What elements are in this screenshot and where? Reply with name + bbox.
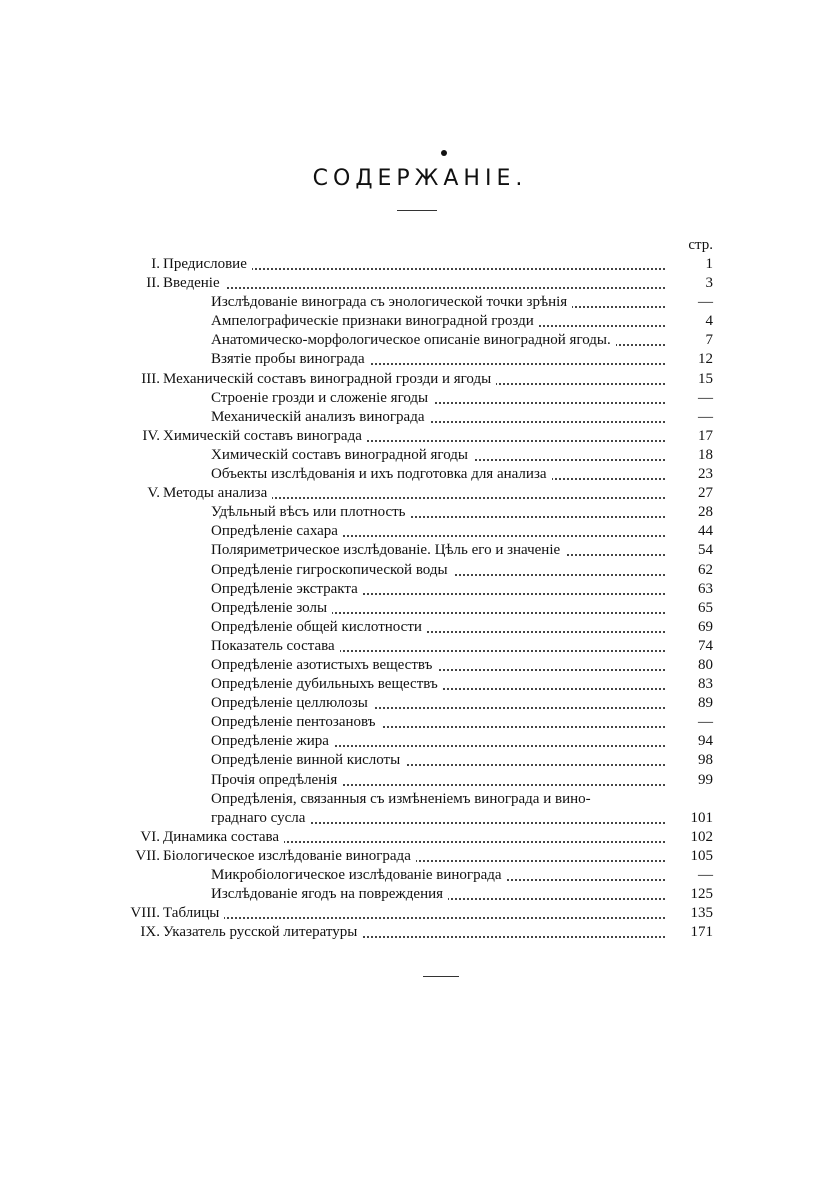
toc-entry-label (211, 771, 665, 790)
toc-entry-page: 3 (705, 275, 713, 292)
toc-entry (0, 350, 840, 369)
toc-entry-text: Опредѣленiе общей кислотности (211, 619, 427, 635)
toc-entry (0, 828, 840, 847)
toc-entry (0, 255, 840, 274)
page-column-header: стр. (688, 237, 713, 253)
toc-entry-label (211, 694, 665, 713)
toc-entry-number: IV. (142, 427, 160, 444)
toc-entry-label (211, 389, 665, 408)
toc-entry (0, 465, 840, 484)
toc-entry-label (211, 656, 665, 675)
toc-entry-text: Механическiй составъ виноградной грозди и ягоды (163, 371, 496, 387)
page-title: СОДЕРЖАНIЕ. (312, 166, 528, 191)
toc-entry-number: I. (151, 256, 160, 272)
toc-entry-label (163, 484, 665, 503)
toc-entry (0, 522, 840, 541)
toc-entry (0, 751, 840, 770)
toc-entry (0, 732, 840, 751)
toc-entry-text: Опредѣленiе жира (211, 733, 334, 749)
toc-entry-text: Бiологическое изслѣдованiе винограда (163, 848, 416, 864)
toc-entry-label (211, 503, 665, 522)
toc-entry (0, 389, 840, 408)
toc-entry (0, 618, 840, 637)
toc-entry-text: Поляриметрическое изслѣдованiе. Цѣль его и значенiе (211, 542, 565, 558)
ornament-dot (441, 150, 447, 156)
toc-entry-page: 4 (705, 313, 713, 330)
table-of-contents (0, 255, 840, 942)
toc-entry-label (211, 522, 665, 541)
title-rule (397, 210, 437, 211)
toc-entry-number: V. (147, 485, 160, 502)
toc-entry-page: 12 (698, 351, 713, 368)
toc-entry-text: Таблицы (163, 905, 224, 921)
toc-entry-text: Механическiй анализъ винограда (211, 409, 429, 425)
toc-entry-label (211, 350, 665, 369)
toc-entry-text: Опредѣленiе целлюлозы (211, 695, 373, 711)
toc-entry-label (163, 370, 665, 389)
toc-entry-number: III. (141, 370, 160, 387)
toc-entry-page: 63 (698, 580, 713, 597)
toc-entry-text: Введенiе (163, 275, 225, 291)
toc-entry-text: Опредѣленiе пентозановъ (211, 714, 381, 730)
toc-entry-page: 7 (705, 332, 713, 349)
toc-entry-page: 62 (698, 561, 713, 578)
toc-entry-text: Удѣльный вѣсъ или плотность (211, 504, 411, 520)
toc-entry-label (163, 923, 665, 942)
toc-entry (0, 637, 840, 656)
toc-entry-text: Предисловие (163, 256, 252, 272)
toc-entry-page: 23 (698, 466, 713, 483)
toc-entry (0, 293, 840, 312)
toc-entry-page: 102 (690, 828, 713, 845)
toc-entry-label (211, 809, 665, 828)
toc-entry-page: 74 (698, 637, 713, 654)
toc-entry-text: Опредѣленiе азотистыхъ веществъ (211, 657, 437, 673)
toc-entry-label (163, 427, 665, 446)
toc-entry-page: 44 (698, 523, 713, 540)
toc-entry-label (211, 637, 665, 656)
toc-entry-text: Опредѣленiе дубильныхъ веществъ (211, 676, 443, 692)
toc-entry (0, 923, 840, 942)
toc-entry (0, 675, 840, 694)
end-rule (423, 976, 459, 977)
toc-entry-label (211, 751, 665, 770)
toc-entry-label (211, 331, 665, 350)
toc-entry-label (163, 274, 665, 293)
toc-entry-text: Опредѣленiе сахара (211, 523, 343, 539)
toc-entry (0, 312, 840, 331)
toc-entry (0, 427, 840, 446)
toc-entry-label (163, 255, 665, 274)
toc-entry-page: — (698, 389, 713, 406)
toc-entry-text: Опредѣленiе экстракта (211, 581, 363, 597)
toc-entry (0, 274, 840, 293)
toc-entry-text: Ампелографическiе признаки виноградной грозди (211, 313, 539, 329)
toc-entry (0, 599, 840, 618)
toc-entry-text: Опредѣленiе винной кислоты (211, 752, 405, 768)
toc-entry-text: Строенiе грозди и сложенiе ягоды (211, 390, 433, 406)
toc-entry-label (211, 561, 665, 580)
toc-entry (0, 446, 840, 465)
toc-entry-page: 1 (705, 256, 713, 272)
toc-entry (0, 408, 840, 427)
toc-entry (0, 866, 840, 885)
toc-entry-page: 15 (698, 370, 713, 387)
toc-entry-page: 28 (698, 504, 713, 521)
leader-dots (163, 287, 665, 289)
toc-entry-text: Взятiе пробы винограда (211, 351, 370, 367)
toc-entry (0, 331, 840, 350)
toc-entry (0, 484, 840, 503)
toc-entry-text: Химическiй составъ винограда (163, 428, 367, 444)
toc-entry-label (211, 465, 665, 484)
toc-entry-number: VIII. (130, 905, 160, 922)
toc-entry-page: 98 (698, 752, 713, 769)
toc-entry-label (211, 293, 665, 312)
toc-entry (0, 790, 840, 809)
toc-entry-label (211, 866, 665, 885)
toc-entry-label (211, 885, 665, 904)
toc-entry-page: 89 (698, 695, 713, 712)
toc-entry (0, 370, 840, 389)
toc-entry-text: Методы анализа (163, 485, 272, 501)
toc-entry-label (211, 790, 665, 809)
toc-entry-label (211, 446, 665, 465)
toc-entry (0, 885, 840, 904)
toc-entry-label (211, 312, 665, 331)
toc-entry-number: VI. (140, 828, 160, 845)
toc-entry-text: Анатомическо-морфологическое описанiе виноградной ягоды. (211, 332, 616, 348)
toc-entry (0, 561, 840, 580)
toc-entry-label (163, 904, 665, 923)
toc-entry-page: 101 (690, 809, 713, 826)
toc-entry-number: VII. (135, 847, 160, 864)
toc-entry (0, 541, 840, 560)
toc-entry-page: 69 (698, 618, 713, 635)
toc-entry-text: Микробiологическое изслѣдованiе винограда (211, 867, 507, 883)
toc-entry (0, 904, 840, 923)
toc-entry-page: 27 (698, 485, 713, 502)
toc-entry (0, 503, 840, 522)
toc-entry (0, 656, 840, 675)
toc-entry (0, 847, 840, 866)
toc-entry-label (211, 732, 665, 751)
toc-entry-text: Изслѣдованiе ягодъ на повреждения (211, 886, 448, 902)
toc-entry-number: IX. (140, 924, 160, 941)
toc-entry-label (211, 618, 665, 637)
toc-entry-text: Указатель русской литературы (163, 924, 362, 940)
toc-entry-label (163, 847, 665, 866)
toc-entry (0, 580, 840, 599)
toc-entry-page: — (698, 408, 713, 425)
toc-entry (0, 771, 840, 790)
toc-entry-page: 94 (698, 733, 713, 750)
toc-entry-text: Опредѣленiя, связанныя съ измѣненiемъ винограда и вино- (211, 791, 596, 807)
toc-entry-page: 80 (698, 656, 713, 673)
toc-entry-page: — (698, 714, 713, 731)
toc-entry-page: 99 (698, 771, 713, 788)
toc-entry-text: Динамика состава (163, 829, 284, 845)
toc-entry-text: Показатель состава (211, 638, 340, 654)
toc-entry-label (211, 713, 665, 732)
toc-entry-page: 18 (698, 446, 713, 463)
toc-entry-label (211, 599, 665, 618)
toc-entry-text: Объекты изслѣдованiя и ихъ подготовка для анализа (211, 466, 552, 482)
toc-entry-text: Химическiй составъ виноградной ягоды (211, 447, 473, 463)
toc-entry-text: Опредѣленiе золы (211, 600, 332, 616)
toc-entry-text: граднаго сусла (211, 810, 310, 826)
toc-entry-page: 105 (690, 847, 713, 864)
toc-entry (0, 809, 840, 828)
toc-entry-page: 125 (690, 886, 713, 903)
toc-entry-number: II. (146, 275, 160, 292)
toc-entry-text: Прочiя опредѣленiя (211, 772, 342, 788)
toc-entry-label (211, 541, 665, 560)
toc-entry-text: Опредѣленiе гигроскопической воды (211, 562, 453, 578)
toc-entry-label (211, 580, 665, 599)
toc-entry-label (163, 828, 665, 847)
toc-entry (0, 713, 840, 732)
toc-entry-label (211, 675, 665, 694)
leader-dots (163, 917, 665, 919)
toc-entry-page: 171 (690, 924, 713, 941)
toc-entry-page: 83 (698, 676, 713, 693)
toc-entry-page: 54 (698, 542, 713, 559)
toc-entry-page: — (698, 867, 713, 883)
toc-entry-text: Изслѣдованiе винограда съ энологической точки зрѣнiя (211, 294, 572, 310)
toc-entry-page: 135 (690, 905, 713, 922)
toc-entry-page: 65 (698, 599, 713, 616)
toc-entry-page: — (698, 294, 713, 311)
toc-entry-page: 17 (698, 427, 713, 444)
toc-entry-label (211, 408, 665, 427)
toc-entry (0, 694, 840, 713)
